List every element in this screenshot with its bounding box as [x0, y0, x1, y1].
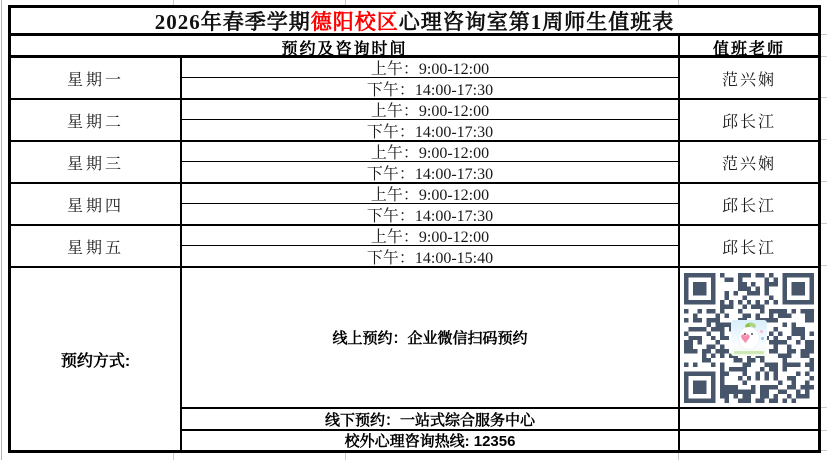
gridline [821, 181, 827, 182]
gridline [345, 453, 346, 460]
offline-booking-text: 线下预约：一站式综合服务中心 [182, 407, 678, 429]
table-row-friday [11, 226, 818, 268]
gridline [1, 0, 2, 460]
gridline [821, 139, 827, 140]
gridline [678, 453, 679, 460]
time-cell [182, 226, 678, 266]
empty-cell [678, 407, 818, 429]
afternoon-time: 下午：14:00-17:30 [366, 81, 494, 99]
teacher-cell: 范兴娴 [678, 58, 818, 98]
gridline [821, 430, 827, 431]
title-prefix: 2026年春季学期 [154, 9, 311, 34]
day-cell: 星期二 [11, 100, 182, 140]
teacher-cell: 邱长江 [678, 226, 818, 266]
gridline [821, 56, 827, 57]
title-suffix: 心理咨询室第1周师生值班表 [398, 9, 675, 34]
morning-time: 上午：9:00-12:00 [182, 226, 678, 246]
gridline [173, 453, 174, 460]
afternoon-time: 下午：14:00-17:30 [366, 207, 494, 225]
header-teacher-col: 值班老师 [678, 36, 818, 59]
qr-center-mascot-icon: ♥ [731, 320, 767, 356]
gridline [821, 407, 827, 408]
morning-time: 上午：9:00-12:00 [182, 58, 678, 78]
morning-time: 上午：9:00-12:00 [182, 100, 678, 120]
table-row-tuesday [11, 100, 818, 142]
day-cell: 星期三 [11, 142, 182, 182]
title-campus: 德阳校区 [310, 9, 399, 34]
day-cell: 星期四 [11, 184, 182, 224]
table-header [11, 36, 818, 58]
day-cell: 星期一 [11, 58, 182, 98]
online-booking-text: 线上预约：企业微信扫码预约 [332, 330, 528, 347]
booking-section [11, 268, 818, 450]
hotline-text: 校外心理咨询热线: 12356 [182, 429, 678, 450]
page-title [11, 8, 818, 36]
day-cell: 星期五 [11, 226, 182, 266]
teacher-cell: 邱长江 [678, 184, 818, 224]
gridline [821, 450, 827, 451]
teacher-cell: 范兴娴 [678, 142, 818, 182]
header-time-col: 预约及咨询时间 [281, 41, 408, 58]
time-cell [182, 58, 678, 98]
afternoon-time: 下午：14:00-17:30 [366, 165, 494, 183]
afternoon-time: 下午：14:00-15:40 [366, 249, 494, 267]
morning-time: 上午：9:00-12:00 [182, 142, 678, 162]
gridline [821, 265, 827, 266]
teacher-cell: 邱长江 [678, 100, 818, 140]
duty-schedule-table [8, 5, 821, 453]
table-row-monday [11, 58, 818, 100]
empty-cell [678, 429, 818, 450]
time-cell [182, 100, 678, 140]
gridline [821, 34, 827, 35]
gridline [821, 223, 827, 224]
table-row-thursday [11, 184, 818, 226]
qr-cell [678, 268, 818, 407]
morning-time: 上午：9:00-12:00 [182, 184, 678, 204]
gridline [821, 97, 827, 98]
booking-method-label: 预约方式: [11, 268, 182, 450]
wechat-qr-code [684, 273, 814, 403]
time-cell [182, 184, 678, 224]
table-row-wednesday [11, 142, 818, 184]
afternoon-time: 下午：14:00-17:30 [366, 123, 494, 141]
time-cell [182, 142, 678, 182]
